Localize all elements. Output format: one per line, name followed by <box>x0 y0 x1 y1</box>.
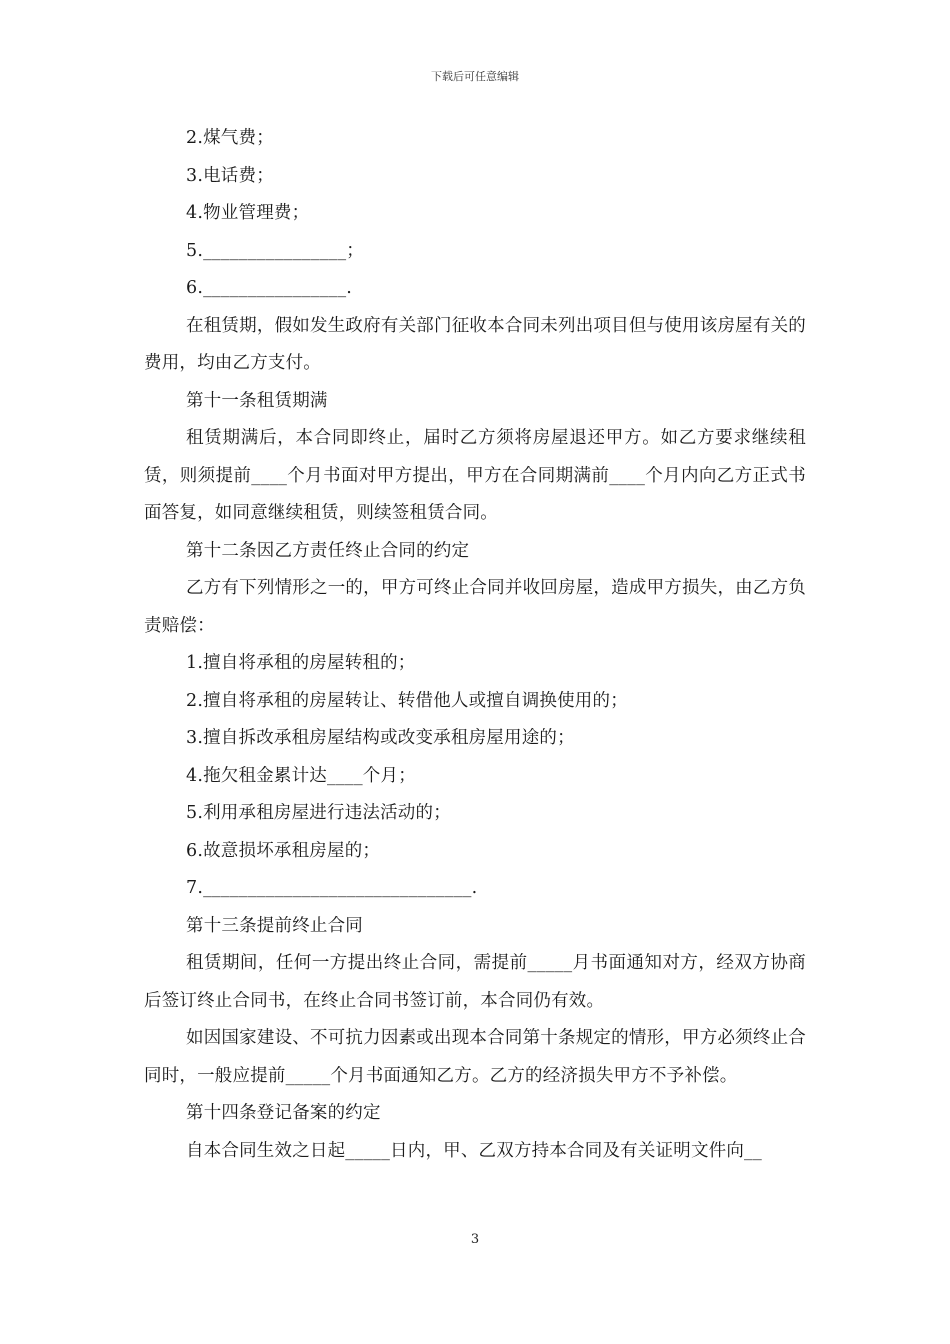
list-item-gas-fee: 2.煤气费； <box>186 128 274 148</box>
list-item-alteration: 3.擅自拆改承租房屋结构或改变承租房屋用途的； <box>186 728 575 748</box>
list-item-blank-7: 7.______________________________. <box>186 878 478 898</box>
article-13-heading: 第十三条提前终止合同 <box>186 915 363 936</box>
list-item-sublet: 1.擅自将承租的房屋转租的； <box>186 653 416 673</box>
list-item-rent-arrears: 4.拖欠租金累计达____个月； <box>186 765 416 786</box>
list-item-blank-5: 5.________________； <box>186 240 364 261</box>
page-header: 下载后可任意编辑 <box>431 70 519 83</box>
list-item-transfer: 2.擅自将承租的房屋转让、转借他人或擅自调换使用的； <box>186 690 628 711</box>
list-item-damage: 6.故意损坏承租房屋的； <box>186 840 381 861</box>
paragraph-early-termination: 租赁期间，任何一方提出终止合同，需提前_____月书面通知对方，经双方协商后签订终止合同书，在终止合同书签订前，本合同仍有效。 <box>144 953 806 1011</box>
paragraph-termination-conditions: 乙方有下列情形之一的，甲方可终止合同并收回房屋，造成甲方损失，由乙方负责赔偿： <box>144 578 806 636</box>
article-11-heading: 第十一条租赁期满 <box>186 390 328 411</box>
paragraph-lease-expiry: 租赁期满后，本合同即终止，届时乙方须将房屋退还甲方。如乙方要求继续租赁，则须提前____个月书面对甲方提出，甲方在合同期满前____个月内向乙方正式书面答复，如同意继续租赁，则续签租赁合同。 <box>144 428 806 523</box>
list-item-phone-fee: 3.电话费； <box>186 165 274 186</box>
list-item-illegal-use: 5.利用承租房屋进行违法活动的； <box>186 803 451 823</box>
article-14-heading: 第十四条登记备案的约定 <box>186 1103 381 1123</box>
paragraph-registration: 自本合同生效之日起_____日内，甲、乙双方持本合同及有关证明文件向__ <box>186 1140 762 1161</box>
paragraph-state-construction: 如因国家建设、不可抗力因素或出现本合同第十条规定的情形，甲方必须终止合同时，一般应提前_____个月书面通知乙方。乙方的经济损失甲方不予补偿。 <box>144 1028 806 1086</box>
list-item-blank-6: 6.________________. <box>186 278 353 298</box>
list-item-property-fee: 4.物业管理费； <box>186 203 310 223</box>
document-body <box>144 120 806 1170</box>
paragraph-lease-fees: 在租赁期，假如发生政府有关部门征收本合同未列出项目但与使用该房屋有关的费用，均由乙方支付。 <box>144 315 806 373</box>
article-12-heading: 第十二条因乙方责任终止合同的约定 <box>186 540 470 561</box>
page-number: 3 <box>470 1232 480 1247</box>
